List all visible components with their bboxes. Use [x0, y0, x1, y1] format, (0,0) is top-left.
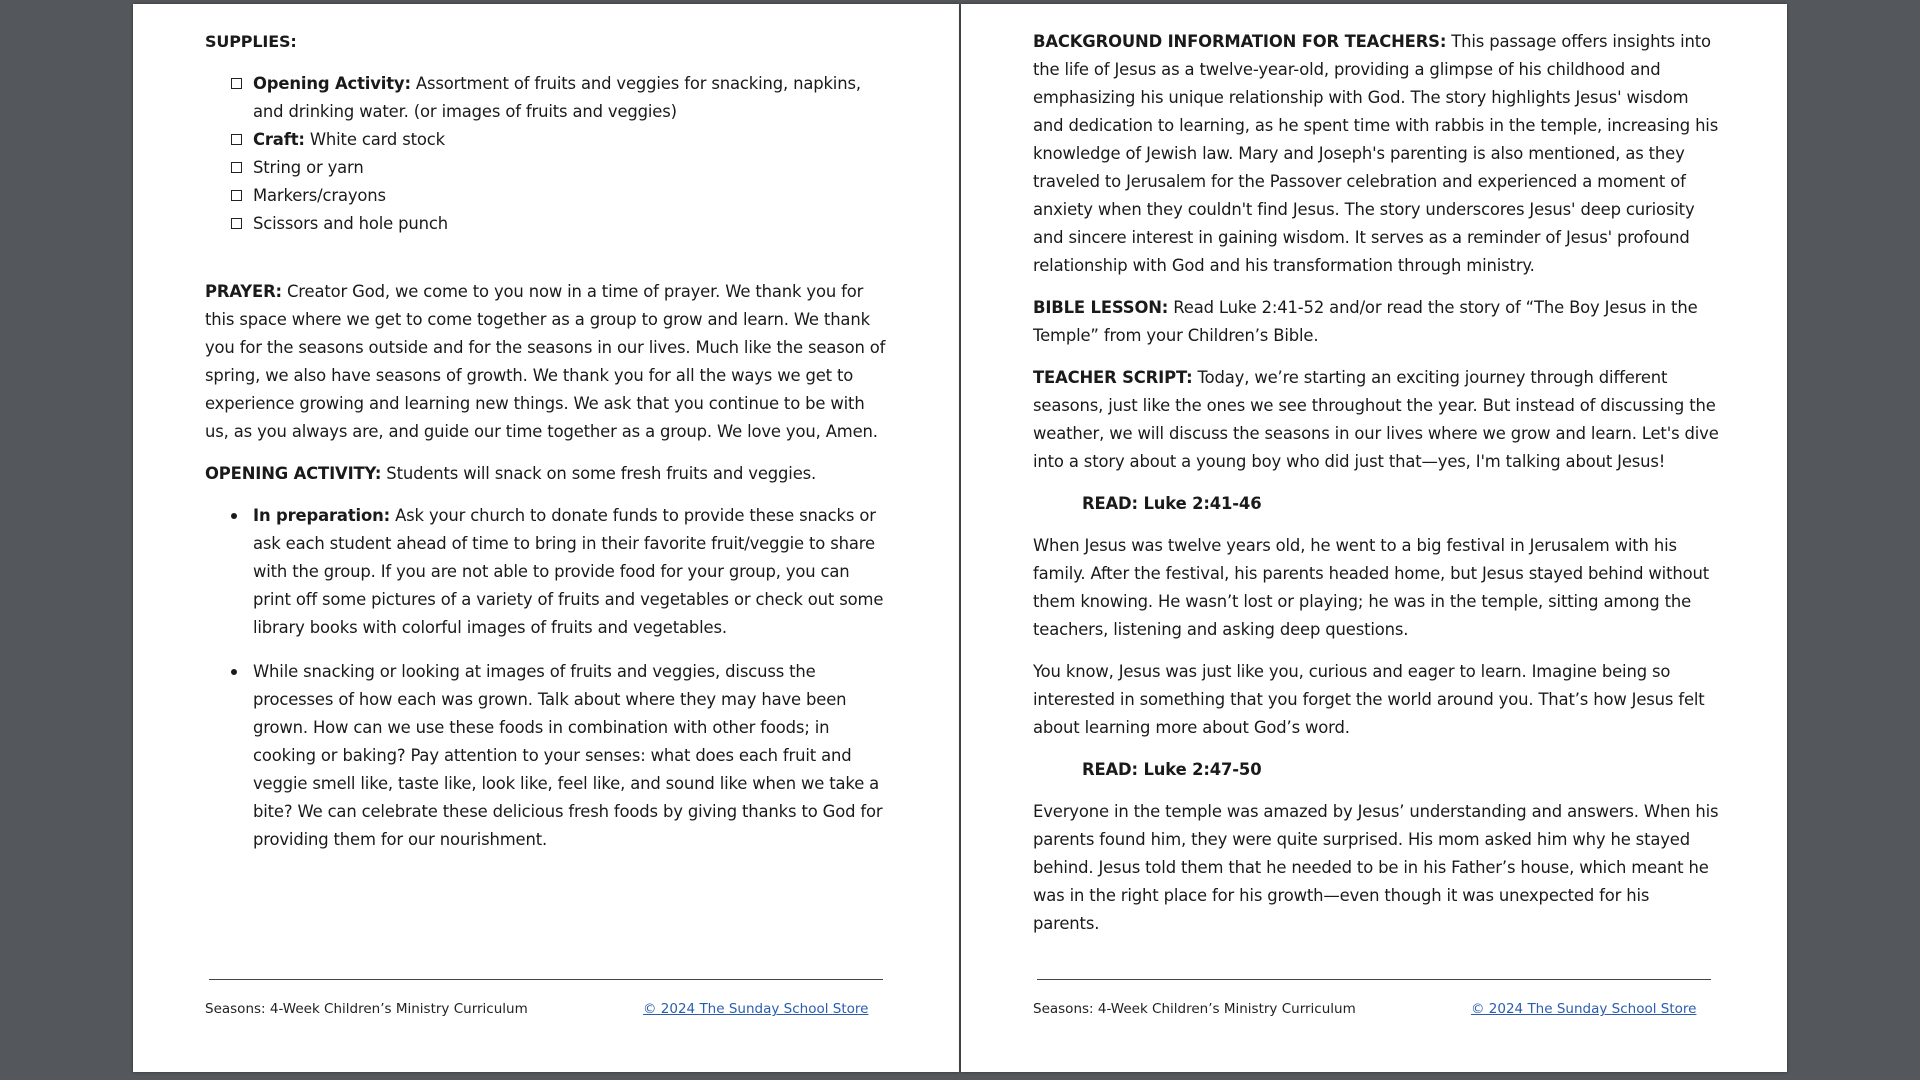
supply-text: Markers/crayons [253, 186, 386, 205]
supply-item [253, 126, 891, 154]
checkbox-icon [231, 190, 242, 201]
page-left-content [205, 28, 891, 870]
opening-activity-bullets [205, 502, 891, 854]
bullet-icon [231, 513, 237, 519]
supply-text: String or yarn [253, 158, 364, 177]
page-right-content [1033, 28, 1719, 952]
supply-text: Assortment of fruits and veggies for snacking, napkins, and drinking water. (or images of fruits and veggies) [253, 74, 861, 121]
opening-activity-paragraph [205, 460, 891, 488]
bullet-item [253, 502, 891, 642]
bible-lesson-label: BIBLE LESSON: [1033, 298, 1169, 317]
supply-text: White card stock [304, 130, 445, 149]
bible-lesson-text: Read Luke 2:41-52 and/or read the story of “The Boy Jesus in the Temple” from your Children’s Bible. [1033, 298, 1698, 345]
supply-item [253, 154, 891, 182]
footer-copyright-link[interactable]: © 2024 The Sunday School Store [1471, 1001, 1697, 1017]
bullet-text: Ask your church to donate funds to provide these snacks or ask each student ahead of time to bring in their favorite fruit/veggie to share with the group. If you are not able to provide food for your group, you can print off some pictures of a variety of fruits and vegetables or check out some library books with colorful images of fruits and vegetables. [253, 506, 884, 637]
bullet-item [253, 658, 891, 854]
prayer-text: Creator God, we come to you now in a time of prayer. We thank you for this space where we get to come together as a group to grow and learn. We thank you for the seasons outside and for the seasons in our lives. Much like the season of spring, we also have seasons of growth. We thank you for all the ways we get to experience growing and learning new things. We ask that you continue to be with us, as you always are, and guide our time together as a group. We love you, Amen. [205, 282, 886, 441]
prayer-label: PRAYER: [205, 282, 282, 301]
supplies-list [205, 70, 891, 238]
supply-item [253, 182, 891, 210]
checkbox-icon [231, 78, 242, 89]
checkbox-icon [231, 134, 242, 145]
bullet-text: While snacking or looking at images of fruits and veggies, discuss the processes of how each was grown. Talk about where they may have been grown. How can we use these foods in combination with other foods; in cooking or baking? Pay attention to your senses: what does each fruit and veggie smell like, taste like, look like, feel like, and sound like when we take a bite? We can celebrate these delicious fresh foods by giving thanks to God for providing them for our nourishment. [253, 662, 883, 849]
supplies-heading: SUPPLIES: [205, 32, 297, 51]
background-label: BACKGROUND INFORMATION FOR TEACHERS: [1033, 32, 1447, 51]
supply-label: Opening Activity: [253, 74, 411, 93]
page-left [133, 4, 959, 1072]
footer-copyright-link[interactable]: © 2024 The Sunday School Store [643, 1001, 869, 1017]
background-paragraph [1033, 28, 1719, 280]
bullet-label: In preparation: [253, 506, 391, 525]
supply-item [253, 210, 891, 238]
page-right [961, 4, 1787, 1072]
teacher-script-paragraph [1033, 364, 1719, 476]
footer-title: Seasons: 4-Week Children’s Ministry Curriculum [1033, 1001, 1356, 1017]
opening-activity-label: OPENING ACTIVITY: [205, 464, 382, 483]
supply-label: Craft: [253, 130, 305, 149]
teacher-script-label: TEACHER SCRIPT: [1033, 368, 1193, 387]
footer-divider [209, 979, 883, 980]
story-paragraph-2: You know, Jesus was just like you, curious and eager to learn. Imagine being so interested in something that you forget the world around you. That’s how Jesus felt about learning more about God’s word. [1033, 662, 1705, 737]
supply-item [253, 70, 891, 126]
bible-lesson-paragraph [1033, 294, 1719, 350]
checkbox-icon [231, 162, 242, 173]
background-text: This passage offers insights into the life of Jesus as a twelve-year-old, providing a glimpse of his childhood and emphasizing his unique relationship with God. The story highlights Jesus' wisdom and dedication to learning, as he spent time with rabbis in the temple, increasing his knowledge of Jewish law. Mary and Joseph's parenting is also mentioned, as they traveled to Jerusalem for the Passover celebration and experienced a moment of anxiety when they couldn't find Jesus. The story underscores Jesus' deep curiosity and sincere interest in gaining wisdom. It serves as a reminder of Jesus' profound relationship with God and his transformation through ministry. [1033, 32, 1719, 275]
story-paragraph-1: When Jesus was twelve years old, he went to a big festival in Jerusalem with his family. After the festival, his parents headed home, but Jesus stayed behind without them knowing. He wasn’t lost or playing; he was in the temple, sitting among the teachers, listening and asking deep questions. [1033, 536, 1709, 639]
footer-divider [1037, 979, 1711, 980]
checkbox-icon [231, 218, 242, 229]
opening-activity-text: Students will snack on some fresh fruits and veggies. [381, 464, 817, 483]
read-heading-2: READ: Luke 2:47-50 [1082, 760, 1262, 779]
bullet-icon [231, 669, 237, 675]
supply-text: Scissors and hole punch [253, 214, 449, 233]
story-paragraph-3: Everyone in the temple was amazed by Jesus’ understanding and answers. When his parents found him, they were quite surprised. His mom asked him why he stayed behind. Jesus told them that he needed to be in his Father’s house, which meant he was in the right place for his growth—even though it was unexpected for his parents. [1033, 802, 1719, 933]
teacher-script-text: Today, we’re starting an exciting journey through different seasons, just like the ones we see throughout the year. But instead of discussing the weather, we will discuss the seasons in our lives where we grow and learn. Let's dive into a story about a young boy who did just that—yes, I'm talking about Jesus! [1033, 368, 1719, 471]
read-heading-1: READ: Luke 2:41-46 [1082, 494, 1262, 513]
footer-title: Seasons: 4-Week Children’s Ministry Curriculum [205, 1001, 528, 1017]
prayer-paragraph [205, 278, 891, 446]
